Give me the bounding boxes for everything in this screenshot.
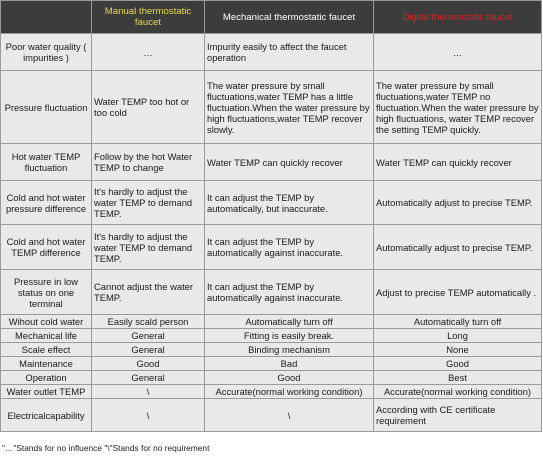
row-label: Cold and hot water pressure difference [1,181,92,225]
cell-digital: Automatically adjust to precise TEMP. [374,181,542,225]
row-label: Poor water quality ( impurities ) [1,34,92,71]
row-label: Wihout cold water [1,315,92,329]
table-row [1,34,542,71]
cell-mechanical: Impurity easily to affect the faucet operation [205,34,374,71]
header-digital: Digital thermostatic faucet [374,1,542,34]
table-row [1,357,542,371]
row-label: Operation [1,371,92,385]
cell-manual: \ [92,399,205,432]
cell-digital: Automatically adjust to precise TEMP. [374,225,542,270]
cell-mechanical: It can adjust the TEMP by automatically against inaccurate. [205,225,374,270]
cell-mechanical: Bad [205,357,374,371]
table-row [1,71,542,144]
cell-manual: General [92,329,205,343]
cell-mechanical: Binding mechanism [205,343,374,357]
table-row [1,315,542,329]
cell-mechanical: Automatically turn off [205,315,374,329]
cell-manual: It's hardly to adjust the water TEMP to demand TEMP. [92,225,205,270]
row-label: Cold and hot water TEMP difference [1,225,92,270]
cell-manual: … [92,34,205,71]
cell-digital: None [374,343,542,357]
table-row [1,144,542,181]
cell-digital: Water TEMP can quickly recover [374,144,542,181]
cell-mechanical: The water pressure by small fluctuations,water TEMP has a little fluctuation.When the water pressure by high fluctuations,water TEMP recover slowly. [205,71,374,144]
cell-manual: Good [92,357,205,371]
table-row [1,385,542,399]
cell-mechanical: Accurate(normal working condition) [205,385,374,399]
table-row [1,329,542,343]
table-row [1,181,542,225]
cell-digital: Long [374,329,542,343]
row-label: Mechanical life [1,329,92,343]
cell-manual: Cannot adjust the water TEMP. [92,270,205,315]
header-blank [1,1,92,34]
cell-mechanical: It can adjust the TEMP by automatically against inaccurate. [205,270,374,315]
cell-mechanical: \ [205,399,374,432]
cell-manual: Easily scald person [92,315,205,329]
cell-digital: Good [374,357,542,371]
cell-digital: Automatically turn off [374,315,542,329]
cell-digital: Accurate(normal working condition) [374,385,542,399]
cell-mechanical: It can adjust the TEMP by automatically, but inaccurate. [205,181,374,225]
row-label: Scale effect [1,343,92,357]
row-label: Hot water TEMP fluctuation [1,144,92,181]
row-label: Pressure fluctuation [1,71,92,144]
cell-mechanical: Good [205,371,374,385]
table-row [1,343,542,357]
cell-manual: Follow by the hot Water TEMP to change [92,144,205,181]
table-row [1,225,542,270]
header-row [1,1,542,34]
cell-digital: … [374,34,542,71]
cell-manual: Water TEMP too hot or too cold [92,71,205,144]
cell-digital: Adjust to precise TEMP automatically . [374,270,542,315]
header-manual: Manual thermostatic faucet [92,1,205,34]
cell-manual: It's hardly to adjust the water TEMP to demand TEMP. [92,181,205,225]
table-row [1,371,542,385]
row-label: Electricalcapability [1,399,92,432]
cell-mechanical: Fitting is easily break. [205,329,374,343]
cell-digital: Best [374,371,542,385]
cell-digital: According with CE certificate requirement [374,399,542,432]
row-label: Maintenance [1,357,92,371]
footnote: "…"Stands for no influence "\"Stands for no requirement [2,443,210,453]
cell-manual: General [92,371,205,385]
header-mechanical: Mechanical thermostatic faucet [205,1,374,34]
row-label: Pressure in low status on one terminal [1,270,92,315]
table-row [1,399,542,432]
cell-mechanical: Water TEMP can quickly recover [205,144,374,181]
cell-manual: General [92,343,205,357]
row-label: Water outlet TEMP [1,385,92,399]
cell-manual: \ [92,385,205,399]
table-row [1,270,542,315]
cell-digital: The water pressure by small fluctuations,water TEMP no fluctuation.When the water pressure by high fluctuations, water TEMP recover the setting TEMP quickly. [374,71,542,144]
